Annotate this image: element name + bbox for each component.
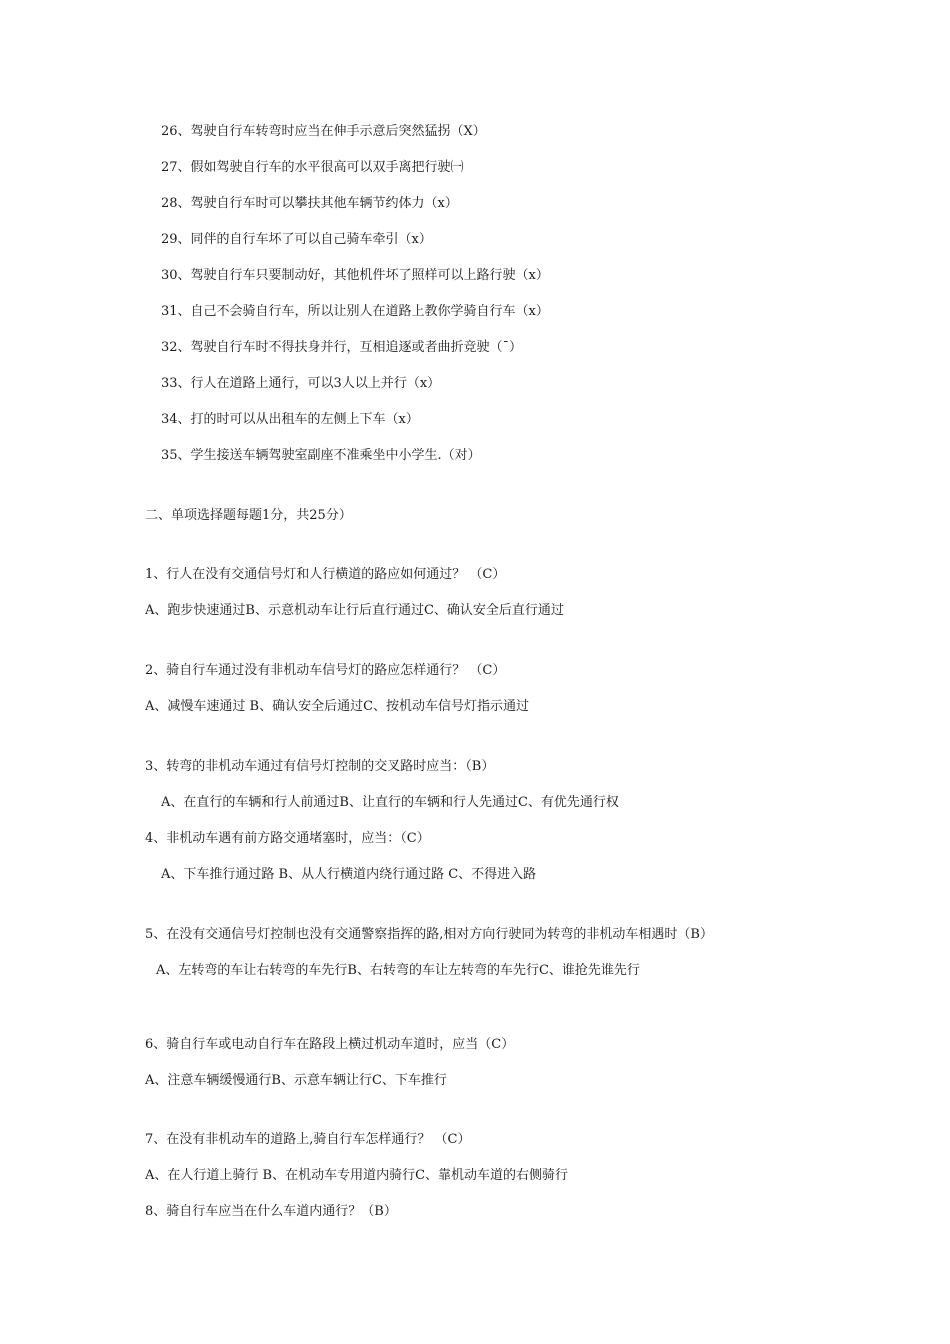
tf-item-28: 28、驾驶自行车时可以攀扶其他车辆节约体力（x） <box>161 196 458 211</box>
tf-item-26: 26、驾驶自行车转弯时应当在伸手示意后突然猛拐（X） <box>161 124 486 139</box>
question-6: 6、骑自行车或电动自行车在路段上横过机动车道时，应当（C） <box>145 1037 515 1052</box>
question-8: 8、骑自行车应当在什么车道内通行？（B） <box>145 1204 397 1219</box>
question-7: 7、在没有非机动车的道路上,骑自行车怎样通行？ （C） <box>145 1132 471 1147</box>
options-7: A、在人行道上骑行 B、在机动车专用道内骑行C、靠机动车道的右侧骑行 <box>145 1168 569 1183</box>
question-2: 2、骑自行车通过没有非机动车信号灯的路应怎样通行？ （C） <box>145 663 506 678</box>
section-title: 二、单项选择题每题1分，共25分） <box>145 508 352 523</box>
tf-item-27: 27、假如驾驶自行车的水平很高可以双手离把行驶㈠ <box>161 160 464 175</box>
question-1: 1、行人在没有交通信号灯和人行横道的路应如何通过？ （C） <box>145 567 506 582</box>
options-4: A、下车推行通过路 B、从人行横道内绕行通过路 C、不得进入路 <box>161 867 537 882</box>
tf-item-33: 33、行人在道路上通行，可以3人以上并行（x） <box>161 376 441 391</box>
options-3: A、在直行的车辆和行人前通过B、让直行的车辆和行人先通过C、有优先通行权 <box>161 795 619 810</box>
tf-item-29: 29、同伴的自行车坏了可以自己骑车牵引（x） <box>161 232 432 247</box>
options-2: A、减慢车速通过 B、确认安全后通过C、按机动车信号灯指示通过 <box>145 699 530 714</box>
options-5: A、左转弯的车让右转弯的车先行B、右转弯的车让左转弯的车先行C、谁抢先谁先行 <box>156 963 640 978</box>
tf-item-32: 32、驾驶自行车时不得扶身并行，互相追逐或者曲折竞驶（ˉ） <box>161 340 523 355</box>
options-1: A、跑步快速通过B、示意机动车让行后直行通过C、确认安全后直行通过 <box>145 603 564 618</box>
question-4: 4、非机动车遇有前方路交通堵塞时，应当：（C） <box>145 831 430 846</box>
tf-item-34: 34、打的时可以从出租车的左侧上下车（x） <box>161 412 419 427</box>
tf-item-30: 30、驾驶自行车只要制动好，其他机件坏了照样可以上路行驶（x） <box>161 268 549 283</box>
question-3: 3、转弯的非机动车通过有信号灯控制的交叉路时应当：（B） <box>145 759 495 774</box>
tf-item-35: 35、学生接送车辆驾驶室副座不准乘坐中小学生.（对） <box>161 448 481 463</box>
options-6: A、注意车辆缓慢通行B、示意车辆让行C、下车推行 <box>145 1073 447 1088</box>
question-5: 5、在没有交通信号灯控制也没有交通警察指挥的路,相对方向行驶同为转弯的非机动车相遇时（B） <box>145 927 713 942</box>
tf-item-31: 31、自己不会骑自行车，所以让别人在道路上教你学骑自行车（x） <box>161 304 549 319</box>
